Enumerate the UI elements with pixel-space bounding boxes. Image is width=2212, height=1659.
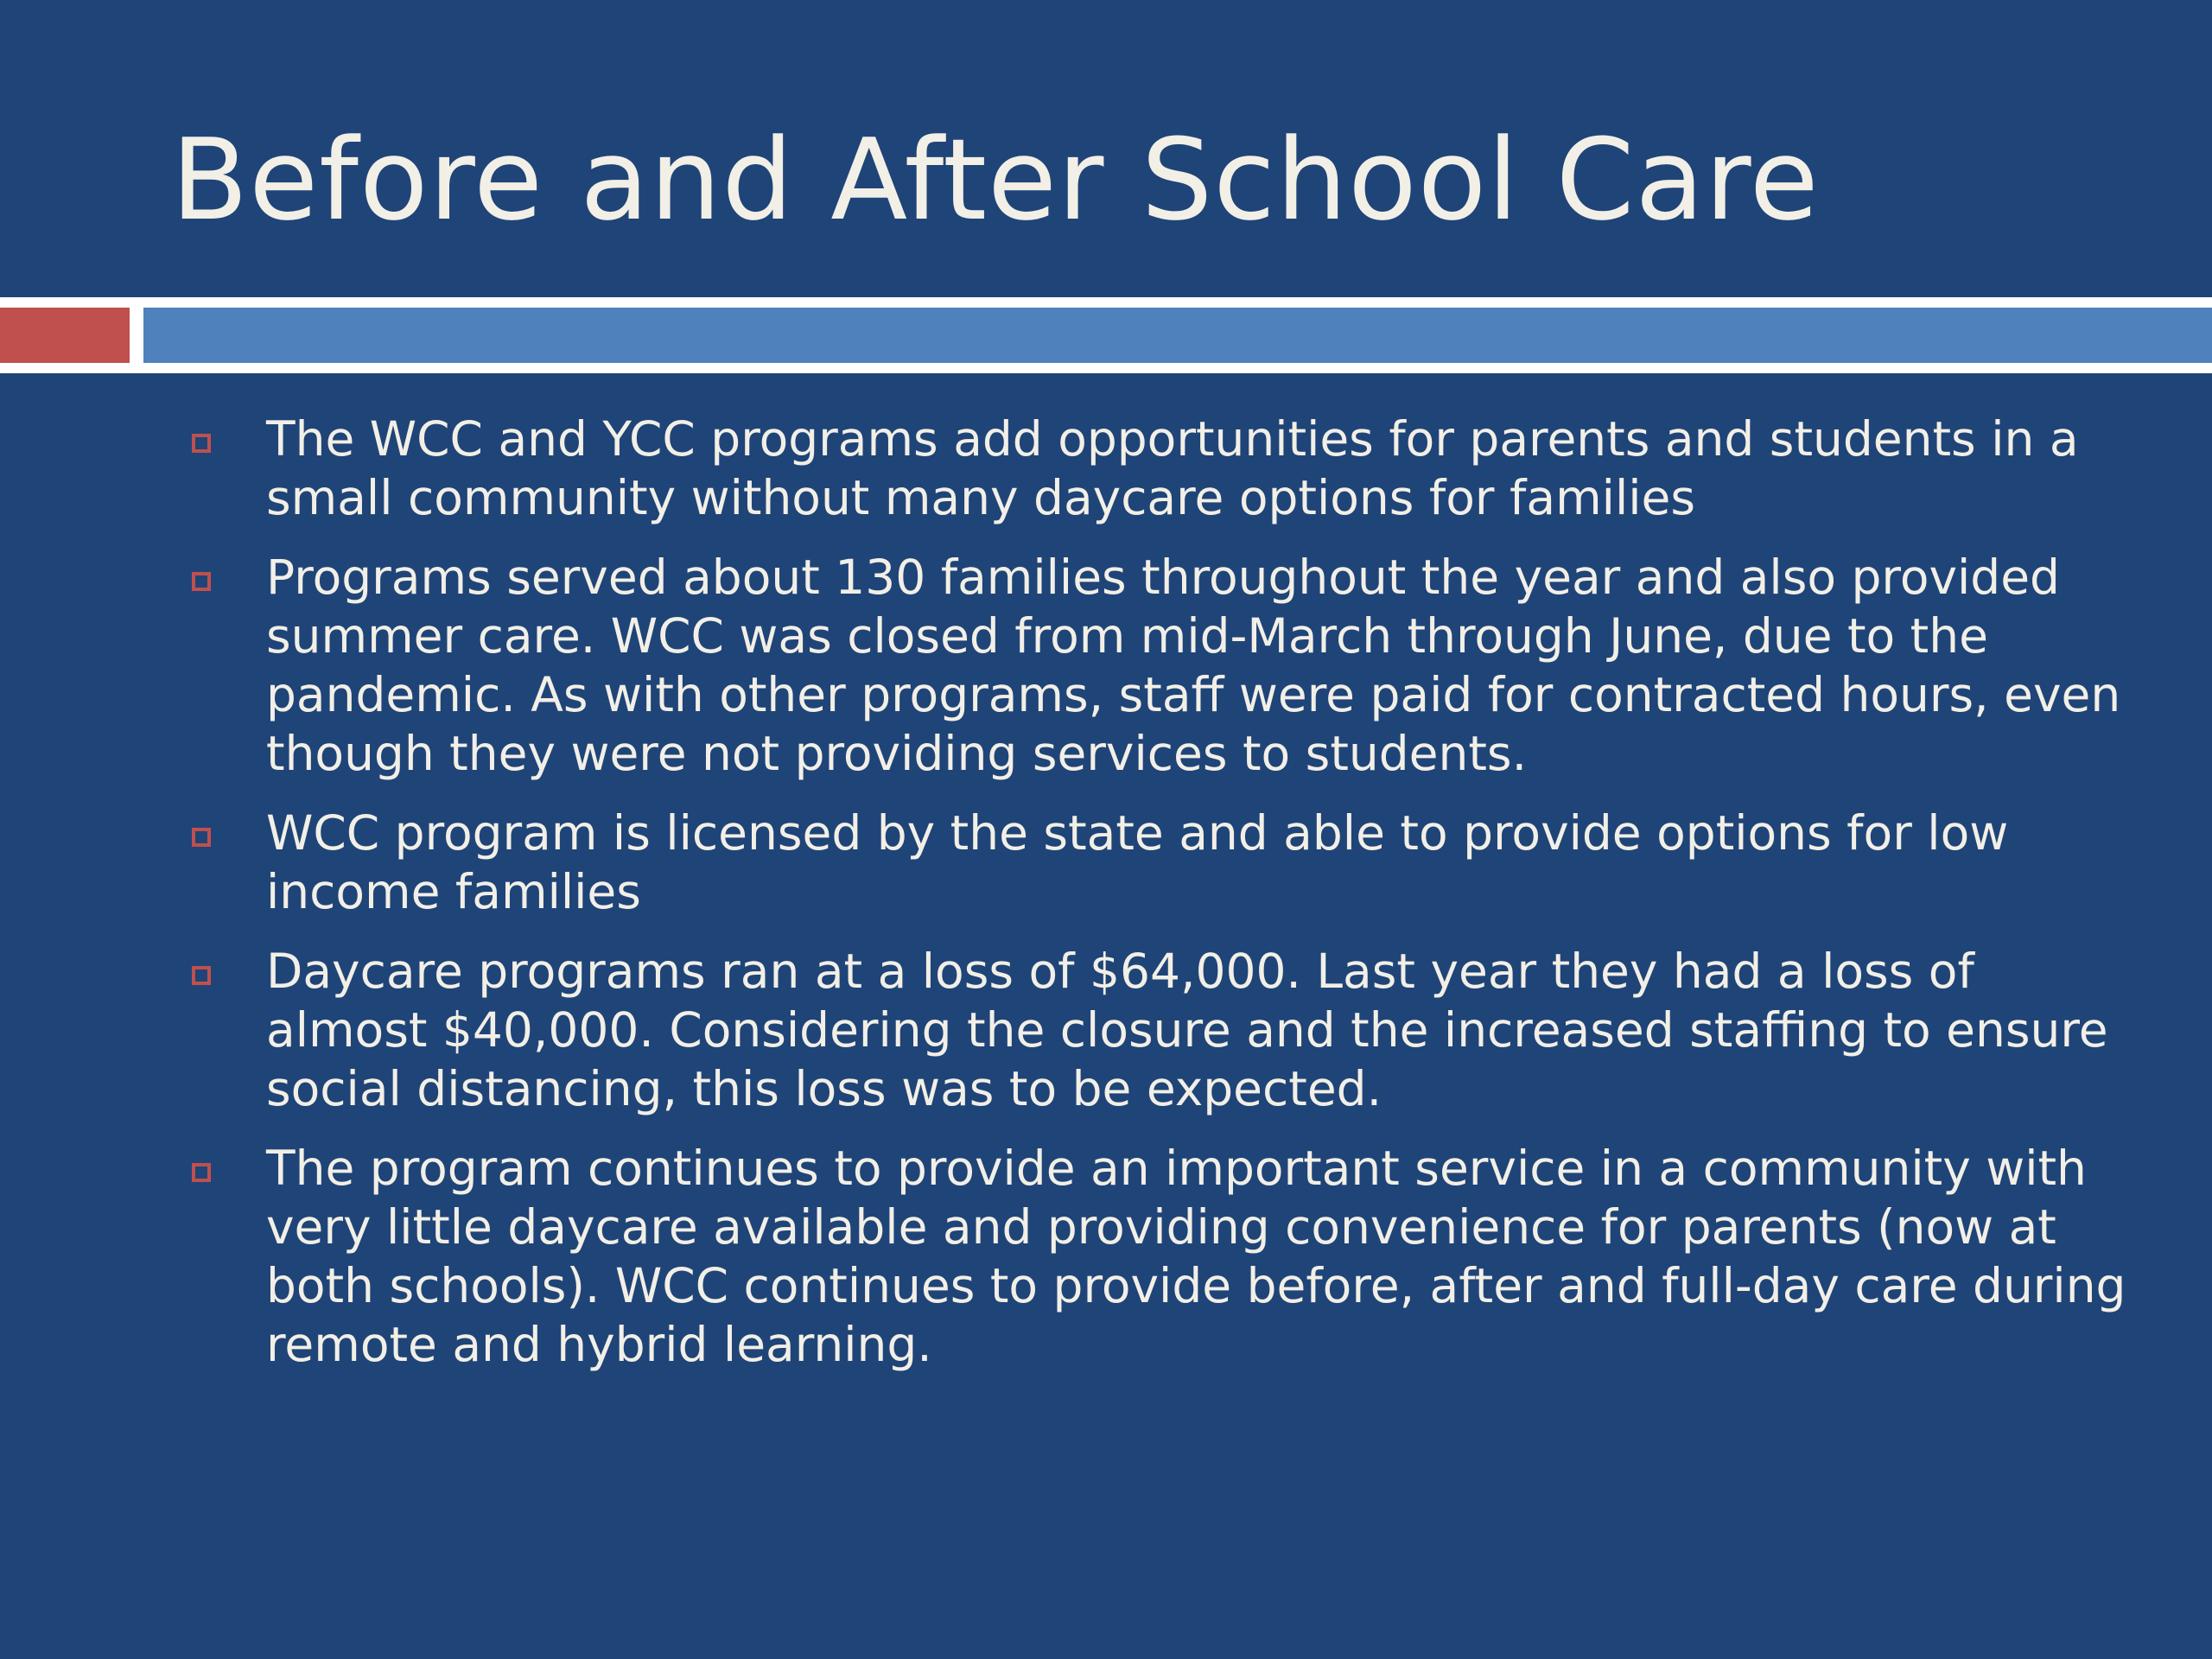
divider-accent-block xyxy=(0,308,130,363)
bullet-item-1 xyxy=(187,410,2131,527)
square-bullet-icon xyxy=(192,572,211,591)
slide-title: Before and After School Care xyxy=(171,114,1820,245)
square-bullet-icon xyxy=(192,966,211,985)
bullet-item-2 xyxy=(187,548,2131,783)
bullet-item-3 xyxy=(187,804,2131,921)
bullet-item-5 xyxy=(187,1139,2131,1374)
square-bullet-icon xyxy=(192,434,211,453)
square-bullet-icon xyxy=(192,828,211,847)
bullet-item-4 xyxy=(187,942,2131,1118)
bullet-text: WCC program is licensed by the state and able to provide options for low income families xyxy=(266,805,2009,919)
bullet-text: Programs served about 130 families throughout the year and also provided summer care. WCC was closed from mid-March through June, due to the pandemic. As with other programs, staff were paid for contracted hours, even though they were not providing services to students. xyxy=(266,550,2121,781)
bullet-text: The WCC and YCC programs add opportunities for parents and students in a small community without many daycare options for families xyxy=(266,411,2079,525)
title-divider xyxy=(0,297,2212,373)
bullet-text: Daycare programs ran at a loss of $64,000. Last year they had a loss of almost $40,000. Considering the closure and the increased staffing to ensure social distancing, this loss was to be expected. xyxy=(266,944,2108,1116)
bullet-text: The program continues to provide an important service in a community with very little daycare available and providing convenience for parents (now at both schools). WCC continues to provide before, after and full-day care during remote and hybrid learning. xyxy=(266,1141,2126,1372)
bullet-list xyxy=(187,410,2131,1395)
square-bullet-icon xyxy=(192,1163,211,1182)
divider-bar xyxy=(143,308,2212,363)
